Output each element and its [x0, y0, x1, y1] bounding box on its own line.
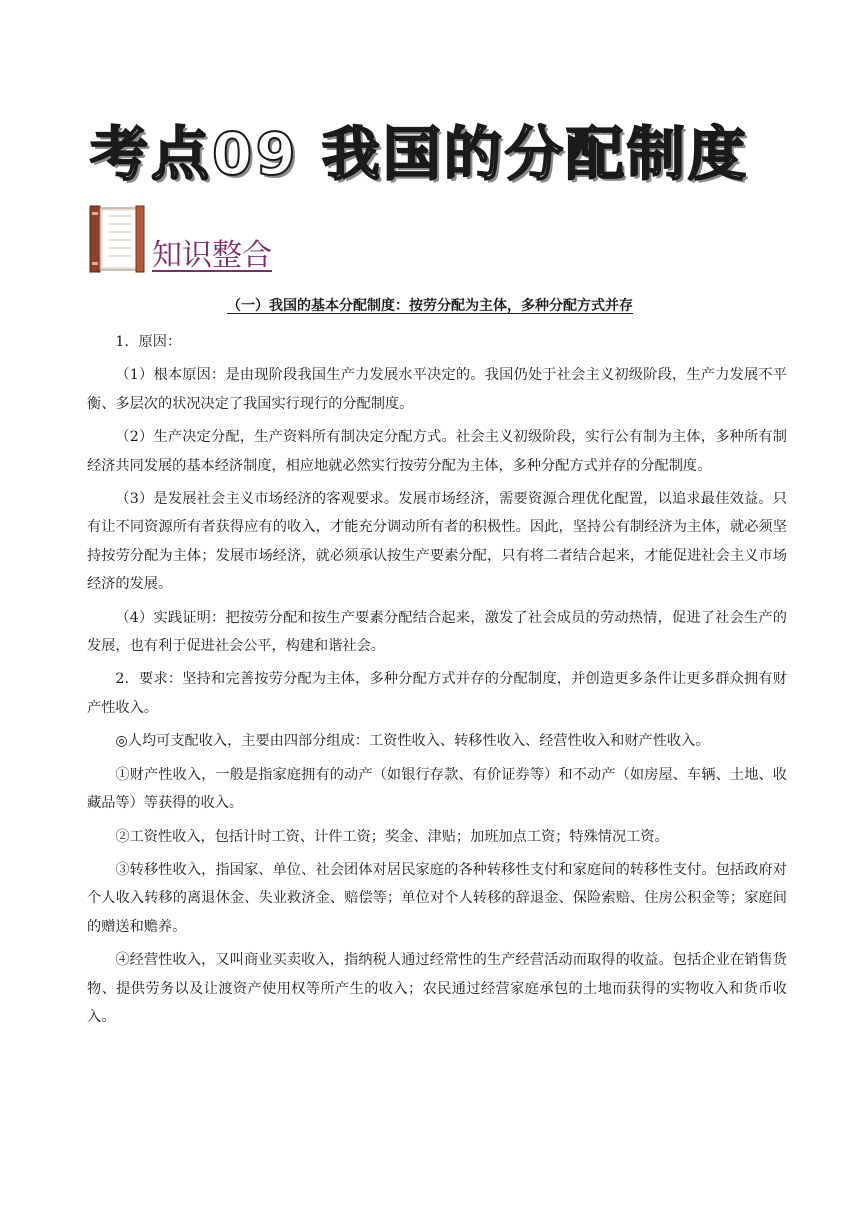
- paragraph: （3）是发展社会主义市场经济的客观要求。发展市场经济，需要资源合理优化配置，以追求最佳效益。只有让不同资源所有者获得应有的收入，才能充分调动所有者的积极性。因此，坚持公有制经济为主体，就必须坚持按劳分配为主体；发展市场经济，就必须承认按生产要素分配，只有将二者结合起来，才能促进社会主义市场经济的发展。: [87, 491, 787, 593]
- paragraph: ②工资性收入，包括计时工资、计件工资；奖金、津贴；加班加点工资；特殊情况工资。: [115, 828, 669, 845]
- paragraph: 1．原因：: [115, 334, 182, 350]
- paragraph: ③转移性收入，指国家、单位、社会团体对居民家庭的各种转移性支付和家庭间的转移性支付。包括政府对个人收入转移的离退休金、失业救济金、赔偿等；单位对个人转移的辞退金、保险索赔、住房公积金等；家庭间的赠送和赡养。: [87, 861, 787, 935]
- paragraph: （2）生产决定分配，生产资料所有制决定分配方式。社会主义初级阶段，实行公有制为主体，多种所有制经济共同发展的基本经济制度，相应地就必然实行按劳分配为主体，多种分配方式并存的分配制度。: [87, 429, 787, 474]
- paragraph: （1）根本原因：是由现阶段我国生产力发展水平决定的。我国仍处于社会主义初级阶段，生产力发展不平衡、多层次的状况决定了我国实行现行的分配制度。: [87, 367, 787, 412]
- paragraph: （4）实践证明：把按劳分配和按生产要素分配结合起来，激发了社会成员的劳动热情，促进了社会生产的发展，也有利于促进社会公平，构建和谐社会。: [87, 609, 787, 655]
- paragraph: ④经营性收入，又叫商业买卖收入，指纳税人通过经常性的生产经营活动而取得的收益。包括企业在销售货物、提供劳务以及让渡资产使用权等所产生的收入；农民通过经营家庭承包的土地而获得的实物收入和货币收入。: [87, 952, 787, 1025]
- paragraph: ①财产性收入，一般是指家庭拥有的动产（如银行存款、有价证券等）和不动产（如房屋、车辆、土地、收藏品等）等获得的收入。: [87, 766, 787, 812]
- paragraph: 2．要求：坚持和完善按劳分配为主体，多种分配方式并存的分配制度，并创造更多条件让更多群众拥有财产性收入。: [87, 671, 787, 716]
- document-body: [87, 328, 787, 1036]
- book-icon: [88, 204, 146, 274]
- subheading: [0, 295, 860, 315]
- section-header: [88, 200, 348, 278]
- subheading-text: （一）我国的基本分配制度：按劳分配为主体，多种分配方式并存: [227, 298, 633, 314]
- paragraph: ◎人均可支配收入，主要由四部分组成：工资性收入、转移性收入、经营性收入和财产性收入。: [115, 733, 710, 750]
- section-label: 知识整合: [152, 238, 272, 273]
- document-title: 考点09 我国的分配制度: [90, 120, 749, 188]
